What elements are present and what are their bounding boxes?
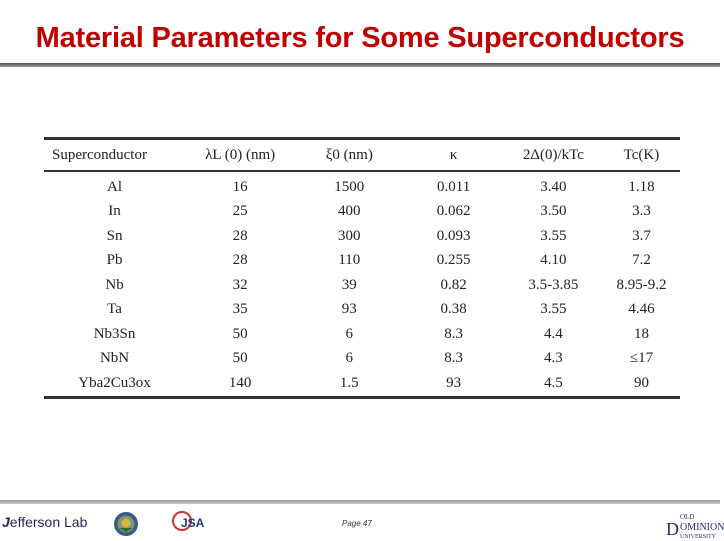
page-number: Page 47 <box>342 519 372 528</box>
table-cell: Nb3Sn <box>93 325 136 342</box>
jlab-initial: J <box>2 514 10 530</box>
table-row <box>44 249 680 274</box>
table-cell: 6 <box>345 350 354 367</box>
table-row <box>44 200 680 225</box>
table-cell: 110 <box>338 252 361 269</box>
odu-bottom-text: UNIVERSITY <box>680 534 716 540</box>
table-cell: Pb <box>106 252 123 269</box>
table-cell: 18 <box>633 325 649 342</box>
table-row <box>44 347 680 372</box>
header-kappa <box>403 140 503 171</box>
table-body <box>44 171 680 396</box>
odu-mid-text: OMINION <box>680 522 724 533</box>
doe-seal-icon <box>113 511 139 537</box>
header-label: Superconductor <box>52 146 147 163</box>
table-cell: 3.55 <box>540 227 567 244</box>
table-cell: 140 <box>228 374 252 391</box>
table-cell: 16 <box>232 178 248 195</box>
table-cell: 4.46 <box>628 301 655 318</box>
header-superconductor <box>44 140 185 171</box>
table-cell: 8.95-9.2 <box>616 276 667 293</box>
table-row <box>44 322 680 347</box>
table-row <box>44 224 680 249</box>
header-coherence-length <box>295 140 403 171</box>
table-row <box>44 371 680 396</box>
table-cell: 32 <box>232 276 248 293</box>
table-cell: 300 <box>338 227 361 244</box>
table-cell: 1.18 <box>628 178 655 195</box>
table-cell: ≤17 <box>629 350 654 367</box>
header-gap-ratio <box>504 140 603 171</box>
odu-logo <box>666 511 724 541</box>
table-header-row <box>44 140 680 171</box>
jefferson-lab-logo <box>2 514 87 530</box>
table-row <box>44 298 680 323</box>
header-label: Tc(K) <box>623 146 660 163</box>
table-cell: 4.10 <box>540 252 567 269</box>
table-cell: Yba2Cu3ox <box>78 374 151 391</box>
table-cell: In <box>108 203 121 220</box>
table-cell: 4.4 <box>544 325 563 342</box>
jlab-name: efferson Lab <box>9 514 88 530</box>
table-cell: Nb <box>105 276 124 293</box>
table-cell: 50 <box>232 350 248 367</box>
table-cell: 0.062 <box>436 203 471 220</box>
table-cell: 50 <box>232 325 248 342</box>
title-divider <box>0 63 720 67</box>
table-cell: 8.3 <box>444 350 463 367</box>
odu-top-text: OLD <box>680 513 695 521</box>
slide-title: Material Parameters for Some Superconductors <box>35 22 685 54</box>
table-cell: NbN <box>99 350 130 367</box>
table-cell: 93 <box>341 301 357 318</box>
table-cell: 39 <box>341 276 357 293</box>
table-cell: 0.82 <box>440 276 467 293</box>
table-cell: 4.5 <box>544 374 563 391</box>
table-cell: 3.5-3.85 <box>528 276 579 293</box>
table-cell: 3.7 <box>632 227 651 244</box>
header-critical-temperature <box>603 140 680 171</box>
table-cell: 3.50 <box>540 203 567 220</box>
table-cell: Al <box>107 178 123 195</box>
table-cell: 0.093 <box>436 227 471 244</box>
header-label: ξ0 (nm) <box>325 146 373 163</box>
header-label: κ <box>449 146 458 163</box>
odu-initial: D <box>666 519 679 539</box>
table-cell: 3.3 <box>632 203 651 220</box>
table-cell: 6 <box>345 325 354 342</box>
jsa-logo-icon <box>166 509 206 537</box>
table-cell: 90 <box>633 374 649 391</box>
table-cell: 25 <box>232 203 248 220</box>
table-cell: Ta <box>107 301 122 318</box>
table-cell: 28 <box>232 227 248 244</box>
table-cell: 35 <box>232 301 248 318</box>
table-cell: 1500 <box>334 178 365 195</box>
svg-text:JSA: JSA <box>181 516 205 530</box>
table-cell: 0.255 <box>436 252 471 269</box>
parameters-table <box>44 137 680 399</box>
header-label: λL (0) (nm) <box>205 146 276 163</box>
table-cell: 7.2 <box>632 252 651 269</box>
table-cell: 8.3 <box>444 325 463 342</box>
table-cell: 0.38 <box>440 301 467 318</box>
table-row <box>44 171 680 200</box>
table-cell: 28 <box>232 252 248 269</box>
table-cell: 3.55 <box>540 301 567 318</box>
table-cell: 4.3 <box>544 350 563 367</box>
table-cell: Sn <box>106 227 123 244</box>
table-cell: 400 <box>338 203 361 220</box>
table-cell: 1.5 <box>339 374 359 391</box>
table-cell: 0.011 <box>437 178 471 195</box>
header-label: 2Δ(0)/kTc <box>522 146 584 163</box>
table-cell: 93 <box>446 374 462 391</box>
table-row <box>44 273 680 298</box>
table-cell: 3.40 <box>540 178 567 195</box>
footer <box>0 504 724 540</box>
header-penetration-depth <box>185 140 295 171</box>
